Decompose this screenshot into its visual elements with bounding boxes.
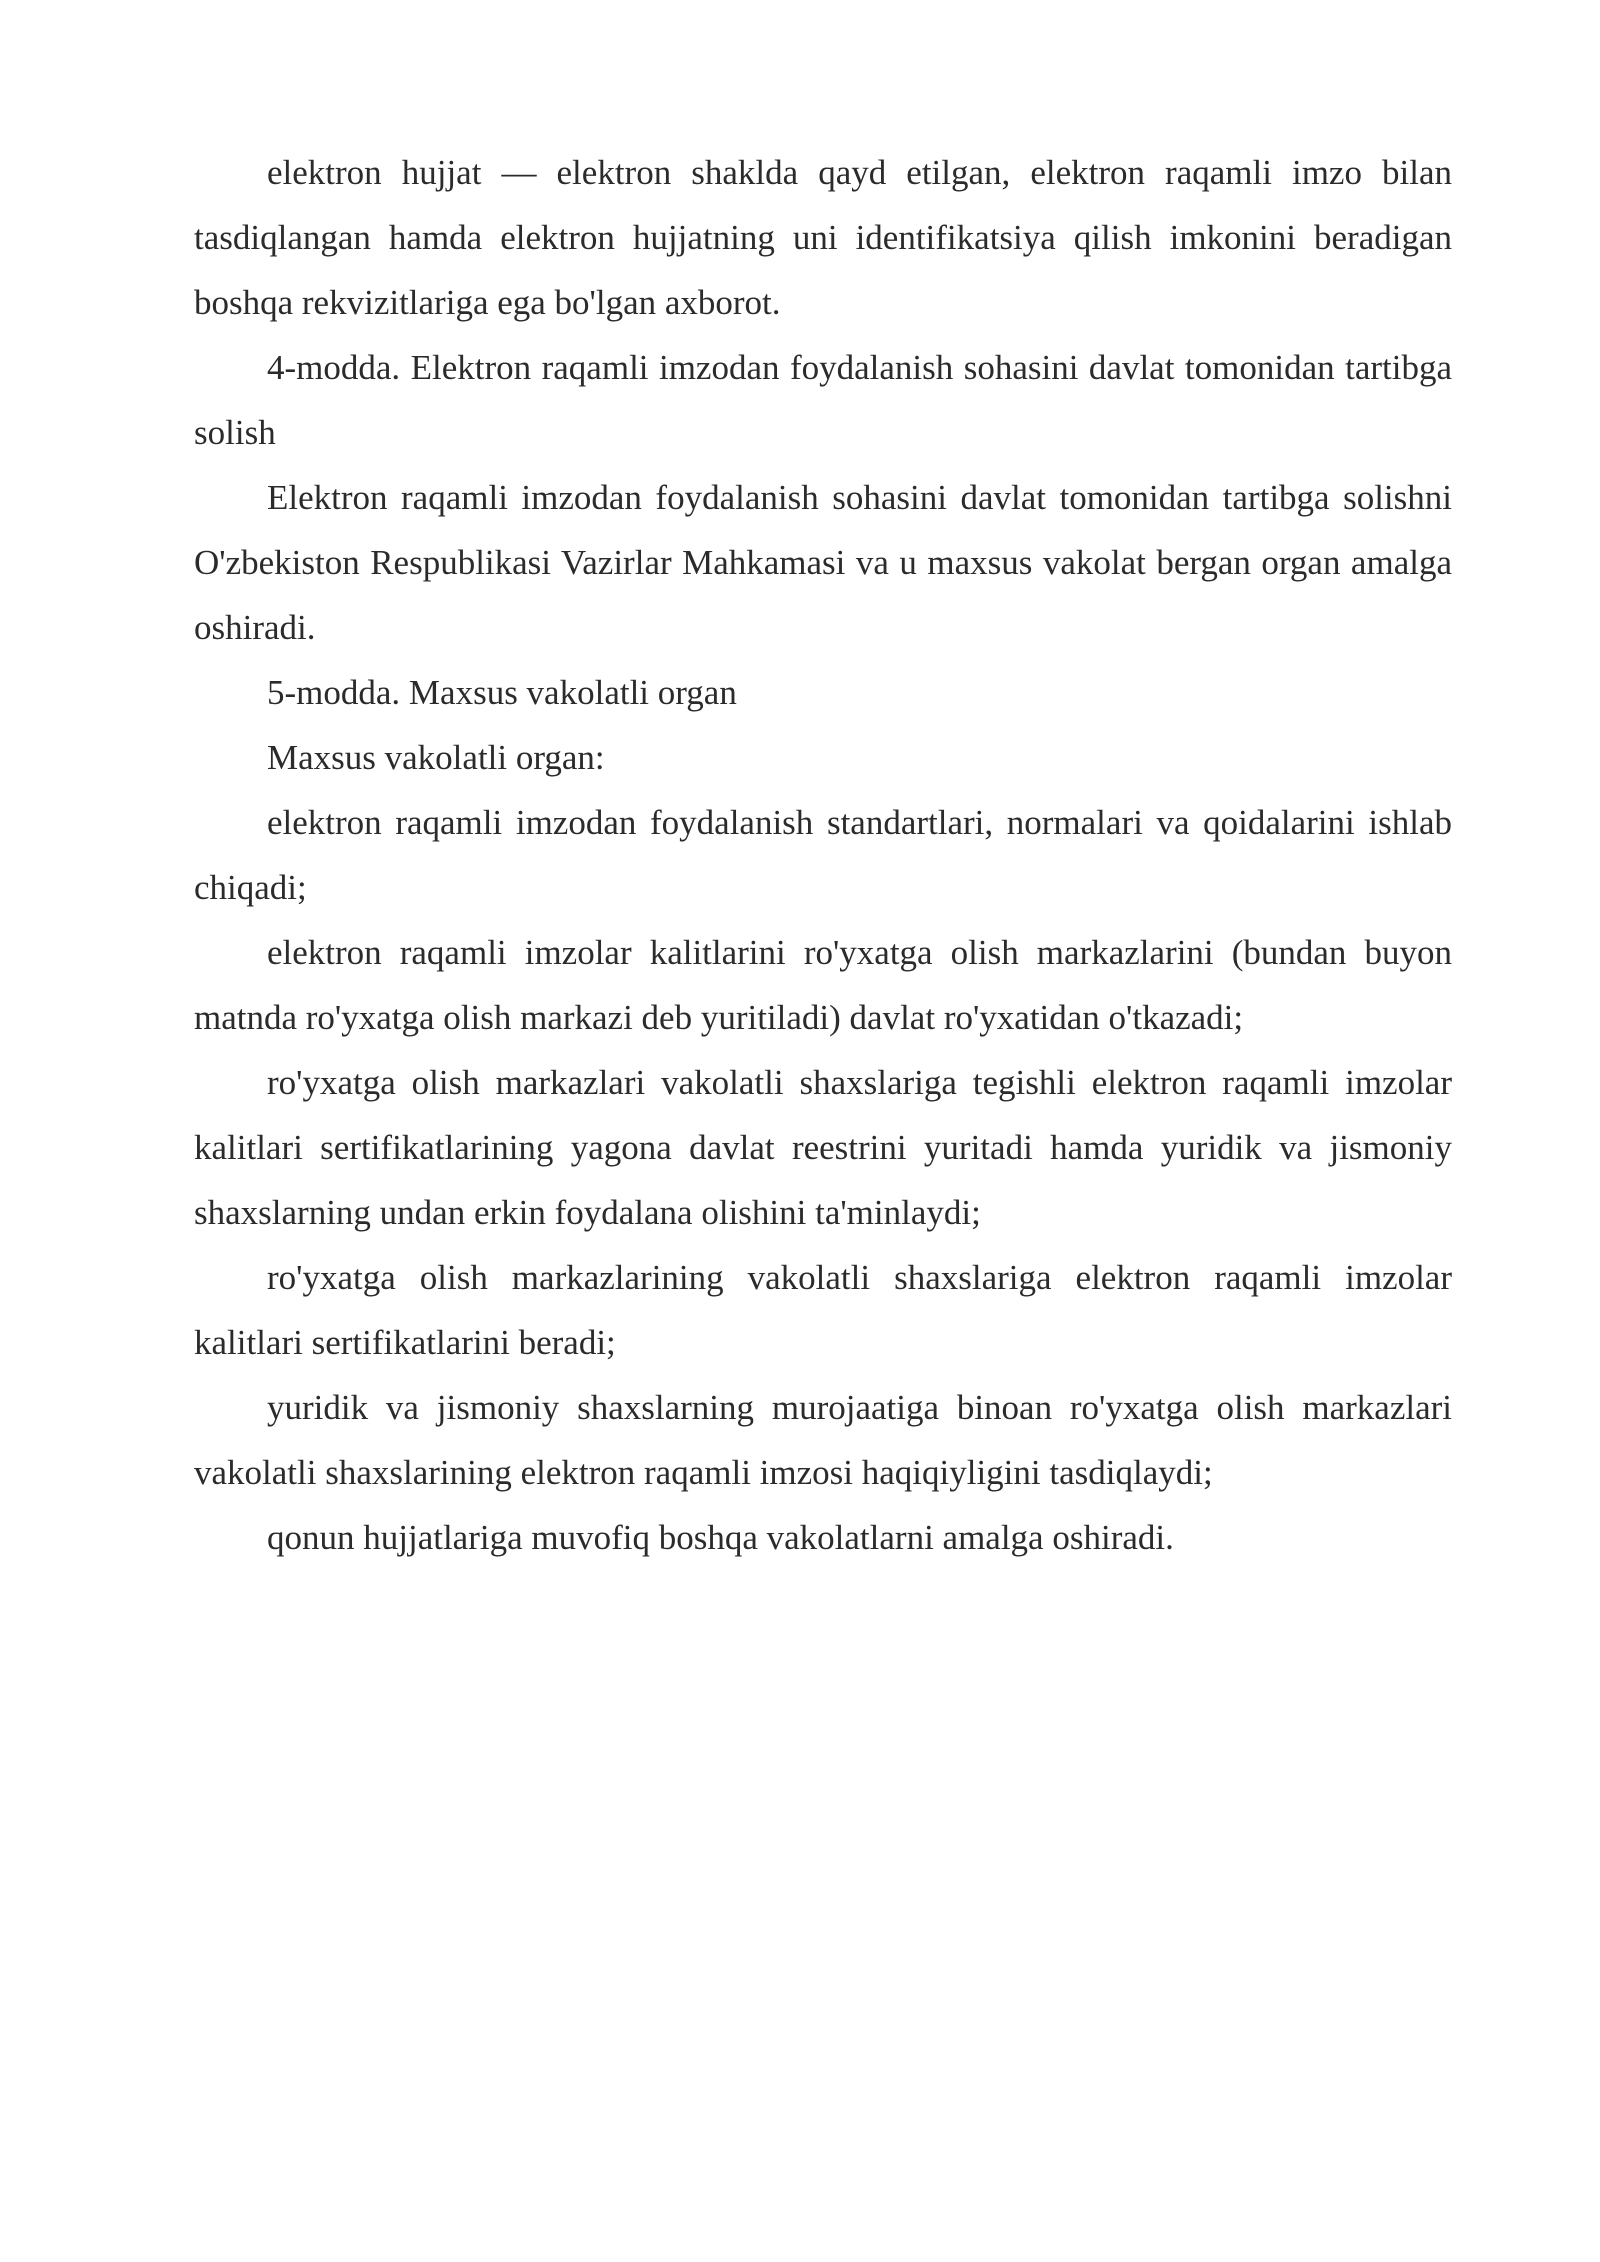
list-item-standards: elektron raqamli imzodan foydalanish standartlari, normalari va qoidalarini ishlab chiqadi; bbox=[194, 803, 1452, 907]
article-4-paragraph: Elektron raqamli imzodan foydalanish sohasini davlat tomonidan tartibga solishni O'zbekiston Respublikasi Vazirlar Mahkamasi va u maxsus vakolat bergan organ amalga oshiradi. bbox=[194, 478, 1452, 647]
article-5-intro: Maxsus vakolatli organ: bbox=[267, 738, 605, 777]
list-item-issue-certificates: ro'yxatga olish markazlarining vakolatli shaxslariga elektron raqamli imzolar kalitlari sertifikatlarini beradi; bbox=[194, 1258, 1452, 1362]
document-body bbox=[194, 140, 1452, 1570]
paragraph-definition-electronic-document: elektron hujjat — elektron shaklda qayd etilgan, elektron raqamli imzo bilan tasdiqlangan hamda elektron hujjatning uni identifikatsiya qilish imkonini beradigan boshqa rekvizitlariga ega bo'lgan axborot. bbox=[194, 153, 1452, 322]
list-item-state-register: ro'yxatga olish markazlari vakolatli shaxslariga tegishli elektron raqamli imzolar kalitlari sertifikatlarining yagona davlat reestrini yuritadi hamda yuridik va jismoniy shaxslarning undan erkin foydalana olishini ta'minlaydi; bbox=[194, 1063, 1452, 1232]
list-item-registration-centers: elektron raqamli imzolar kalitlarini ro'yxatga olish markazlarini (bundan buyon matnda ro'yxatga olish markazi deb yuritiladi) davlat ro'yxatidan o'tkazadi; bbox=[194, 933, 1452, 1037]
list-item-confirm-validity: yuridik va jismoniy shaxslarning murojaatiga binoan ro'yxatga olish markazlari vakolatli shaxslarining elektron raqamli imzosi haqiqiyligini tasdiqlaydi; bbox=[194, 1388, 1452, 1492]
article-4-heading: 4-modda. Elektron raqamli imzodan foydalanish sohasini davlat tomonidan tartibga solish bbox=[194, 348, 1452, 452]
list-item-other-powers: qonun hujjatlariga muvofiq boshqa vakolatlarni amalga oshiradi. bbox=[267, 1518, 1174, 1557]
article-5-heading: 5-modda. Maxsus vakolatli organ bbox=[267, 673, 737, 712]
